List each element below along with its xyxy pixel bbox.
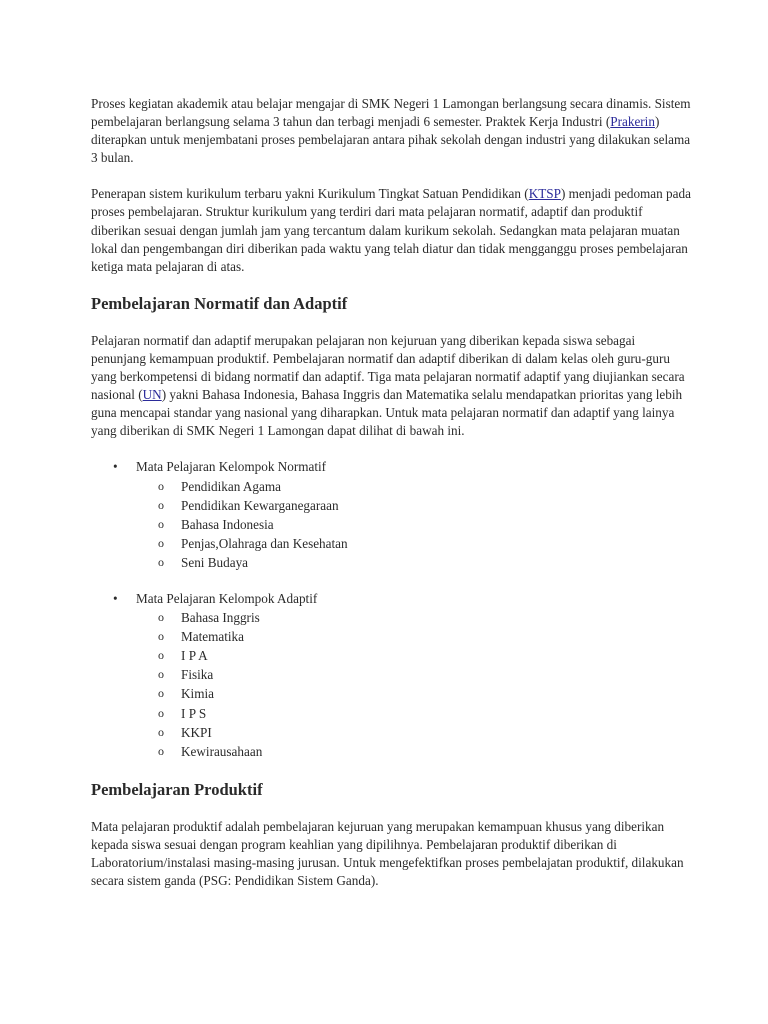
list-item: o Matematika [136,627,691,646]
list-item: o Kimia [136,684,691,703]
produktif-heading: Pembelajaran Produktif [91,779,263,799]
normatif-text-b: ) yakni Bahasa Indonesia, Bahasa Inggris dan Matematika selalu mendapatkan prioritas yang lebih guna mencapai standar yang nasional yang diharapkan. Untuk mata pelajaran normatif dan adaptif yang lainya yang diberikan di SMK Negeri 1 Lamongan dapat dilihat di bawah ini. [91,387,683,439]
list-item: o Pendidikan Agama [136,477,691,496]
list-item: o Bahasa Inggris [136,608,691,627]
intro-text-b: ) diterapkan untuk menjembatani proses pembelajaran antara pihak sekolah dengan industri yang dilakukan selama 3 bulan. [91,114,691,166]
adaptif-list-title: Mata Pelajaran Kelompok Adaptif [136,590,318,606]
normatif-list-title: Mata Pelajaran Kelompok Normatif [136,459,327,475]
list-item: o Kewirausahaan [136,742,691,761]
un-link[interactable]: UN [142,387,162,403]
list-item: o Fisika [136,665,691,684]
prakerin-link[interactable]: Prakerin [610,114,655,130]
normatif-list-item [91,458,691,572]
list-item: o Pendidikan Kewarganegaraan [136,496,691,515]
list-item: o KKPI [136,723,691,742]
curriculum-text-a: Penerapan sistem kurikulum terbaru yakni Kurikulum Tingkat Satuan Pendidikan ( [91,186,529,202]
list-item: o Bahasa Indonesia [136,515,691,534]
list-item: o Seni Budaya [136,553,691,572]
produktif-paragraph: Mata pelajaran produktif adalah pembelajaran kejuruan yang merupakan kemampuan khusus yang diberikan kepada siswa sesuai dengan program keahlian yang dipilihnya. Pembelajaran produktif diberikan di Laboratorium/instalasi masing-masing jurusan. Untuk mengefektifkan proses pembelajatan produktif, dilakukan secara sistem ganda (PSG: Pendidikan Sistem Ganda). [91,818,684,889]
normatif-adaptif-heading: Pembelajaran Normatif dan Adaptif [91,293,348,313]
list-item: o I P S [136,704,691,723]
intro-paragraph [91,95,691,167]
list-item: o Penjas,Olahraga dan Kesehatan [136,534,691,553]
adaptif-list [91,590,691,761]
curriculum-text-b: ) menjadi pedoman pada proses pembelajaran. Struktur kurikulum yang terdiri dari mata pelajaran normatif, adaptif dan produktif diberikan sesuai dengan jumlah jam yang tercantum dalam kurikum sekolah. Sedangkan mata pelajaran muatan lokal dan pengembangan diri diberikan pada waktu yang telah diatur dan tidak mengganggu proses pembelajaran ketiga mata pelajaran di atas. [91,186,691,274]
ktsp-link[interactable]: KTSP [528,186,561,202]
normatif-sublist [136,477,691,572]
list-item: o I P A [136,646,691,665]
intro-text-a: Proses kegiatan akademik atau belajar mengajar di SMK Negeri 1 Lamongan berlangsung secara dinamis. Sistem pembelajaran berlangsung selama 3 tahun dan terbagi menjadi 6 semester. Praktek Kerja Industri ( [91,96,691,130]
normatif-text-a: Pelajaran normatif dan adaptif merupakan pelajaran non kejuruan yang diberikan kepada siswa sebagai penunjang kemampuan produktif. Pembelajaran normatif dan adaptif diberikan di dalam kelas oleh guru-guru yang berkompetensi di bidang normatif dan adaptif. Tiga mata pelajaran normatif adaptif yang diujiankan secara nasional ( [91,332,685,403]
normatif-list [91,458,691,572]
normatif-adaptif-paragraph [91,332,691,441]
document-page [91,95,691,890]
adaptif-sublist [136,608,691,761]
adaptif-list-item [91,590,691,761]
curriculum-paragraph [91,185,691,275]
